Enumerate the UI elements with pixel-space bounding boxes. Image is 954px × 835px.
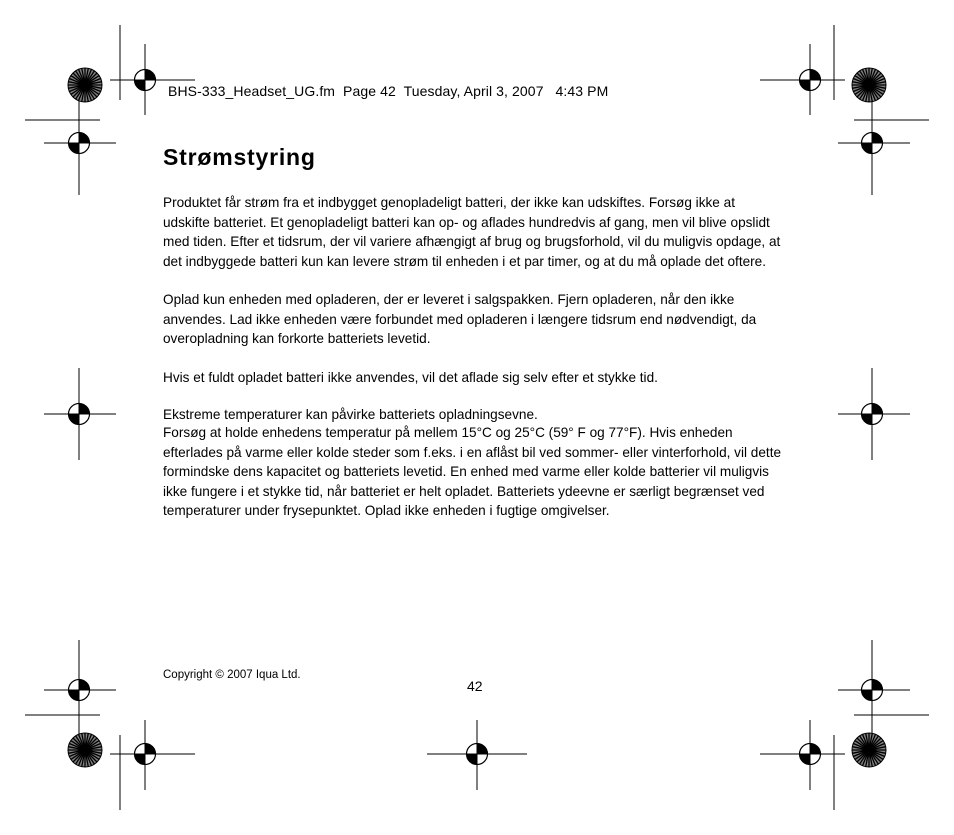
paragraph-self-discharge: Hvis et fuldt opladet batteri ikke anvendes, vil det aflade sig selv efter et stykke tid. bbox=[163, 369, 658, 385]
registration-mark-icon bbox=[63, 127, 95, 159]
file-header: BHS-333_Headset_UG.fm Page 42 Tuesday, April 3, 2007 4:43 PM bbox=[168, 83, 609, 99]
registration-mark-icon bbox=[856, 398, 888, 430]
paragraph-battery: Produktet får strøm fra et indbygget genopladeligt batteri, der ikke kan udskiftes. Forsøg ikke at udskifte batteriet. Et genopladeligt batteri kan op- og aflades hundredvis af gang, men vil blive opslidt med tiden. Efter et tidsrum, der vil variere afhængigt af brug og brugsforhold, vil du muligvis opdage, at det indbyggede batteri kun kan levere strøm til enheden i et par timer, og at du må oplade det oftere. bbox=[163, 195, 781, 269]
page-title: Strømstyring bbox=[163, 144, 316, 170]
color-target-icon bbox=[68, 733, 102, 767]
page-number: 42 bbox=[467, 678, 483, 694]
registration-mark-icon bbox=[856, 674, 888, 706]
paragraph-temperature-heading: Ekstreme temperaturer kan påvirke batteriets opladningsevne. bbox=[163, 407, 538, 422]
paragraph-temperature: Forsøg at holde enhedens temperatur på mellem 15°C og 25°C (59° F og 77°F). Hvis enheden efterlades på varme eller kolde steder som f.eks. i en aflåst bil ved sommer- eller vinterforhold, vil dette formindske dens kapacitet og batteriets levetid. En enhed med varme eller kolde batterier vil muligvis ikke fungere i et stykke tid, når batteriet er helt opladet. Batteriets ydeevne er særligt begrænset ved temperaturer under frysepunktet. Oplad ikke enheden i fugtige omgivelser. bbox=[163, 425, 782, 518]
registration-mark-icon bbox=[129, 64, 161, 96]
registration-mark-icon bbox=[63, 674, 95, 706]
copyright: Copyright © 2007 Iqua Ltd. bbox=[163, 669, 301, 681]
body-text bbox=[163, 193, 783, 521]
paragraph-charger: Oplad kun enheden med opladeren, der er leveret i salgspakken. Fjern opladeren, når den ikke anvendes. Lad ikke enheden være forbundet med opladeren i længere tidsrum end nødvendigt, da overopladning kan forkorte batteriets levetid. bbox=[163, 292, 757, 346]
registration-mark-icon bbox=[461, 738, 493, 770]
registration-mark-icon bbox=[794, 738, 826, 770]
registration-mark-icon bbox=[856, 127, 888, 159]
color-target-icon bbox=[852, 68, 886, 102]
registration-mark-icon bbox=[794, 64, 826, 96]
registration-mark-icon bbox=[63, 398, 95, 430]
color-target-icon bbox=[852, 733, 886, 767]
registration-mark-icon bbox=[129, 738, 161, 770]
color-target-icon bbox=[68, 68, 102, 102]
